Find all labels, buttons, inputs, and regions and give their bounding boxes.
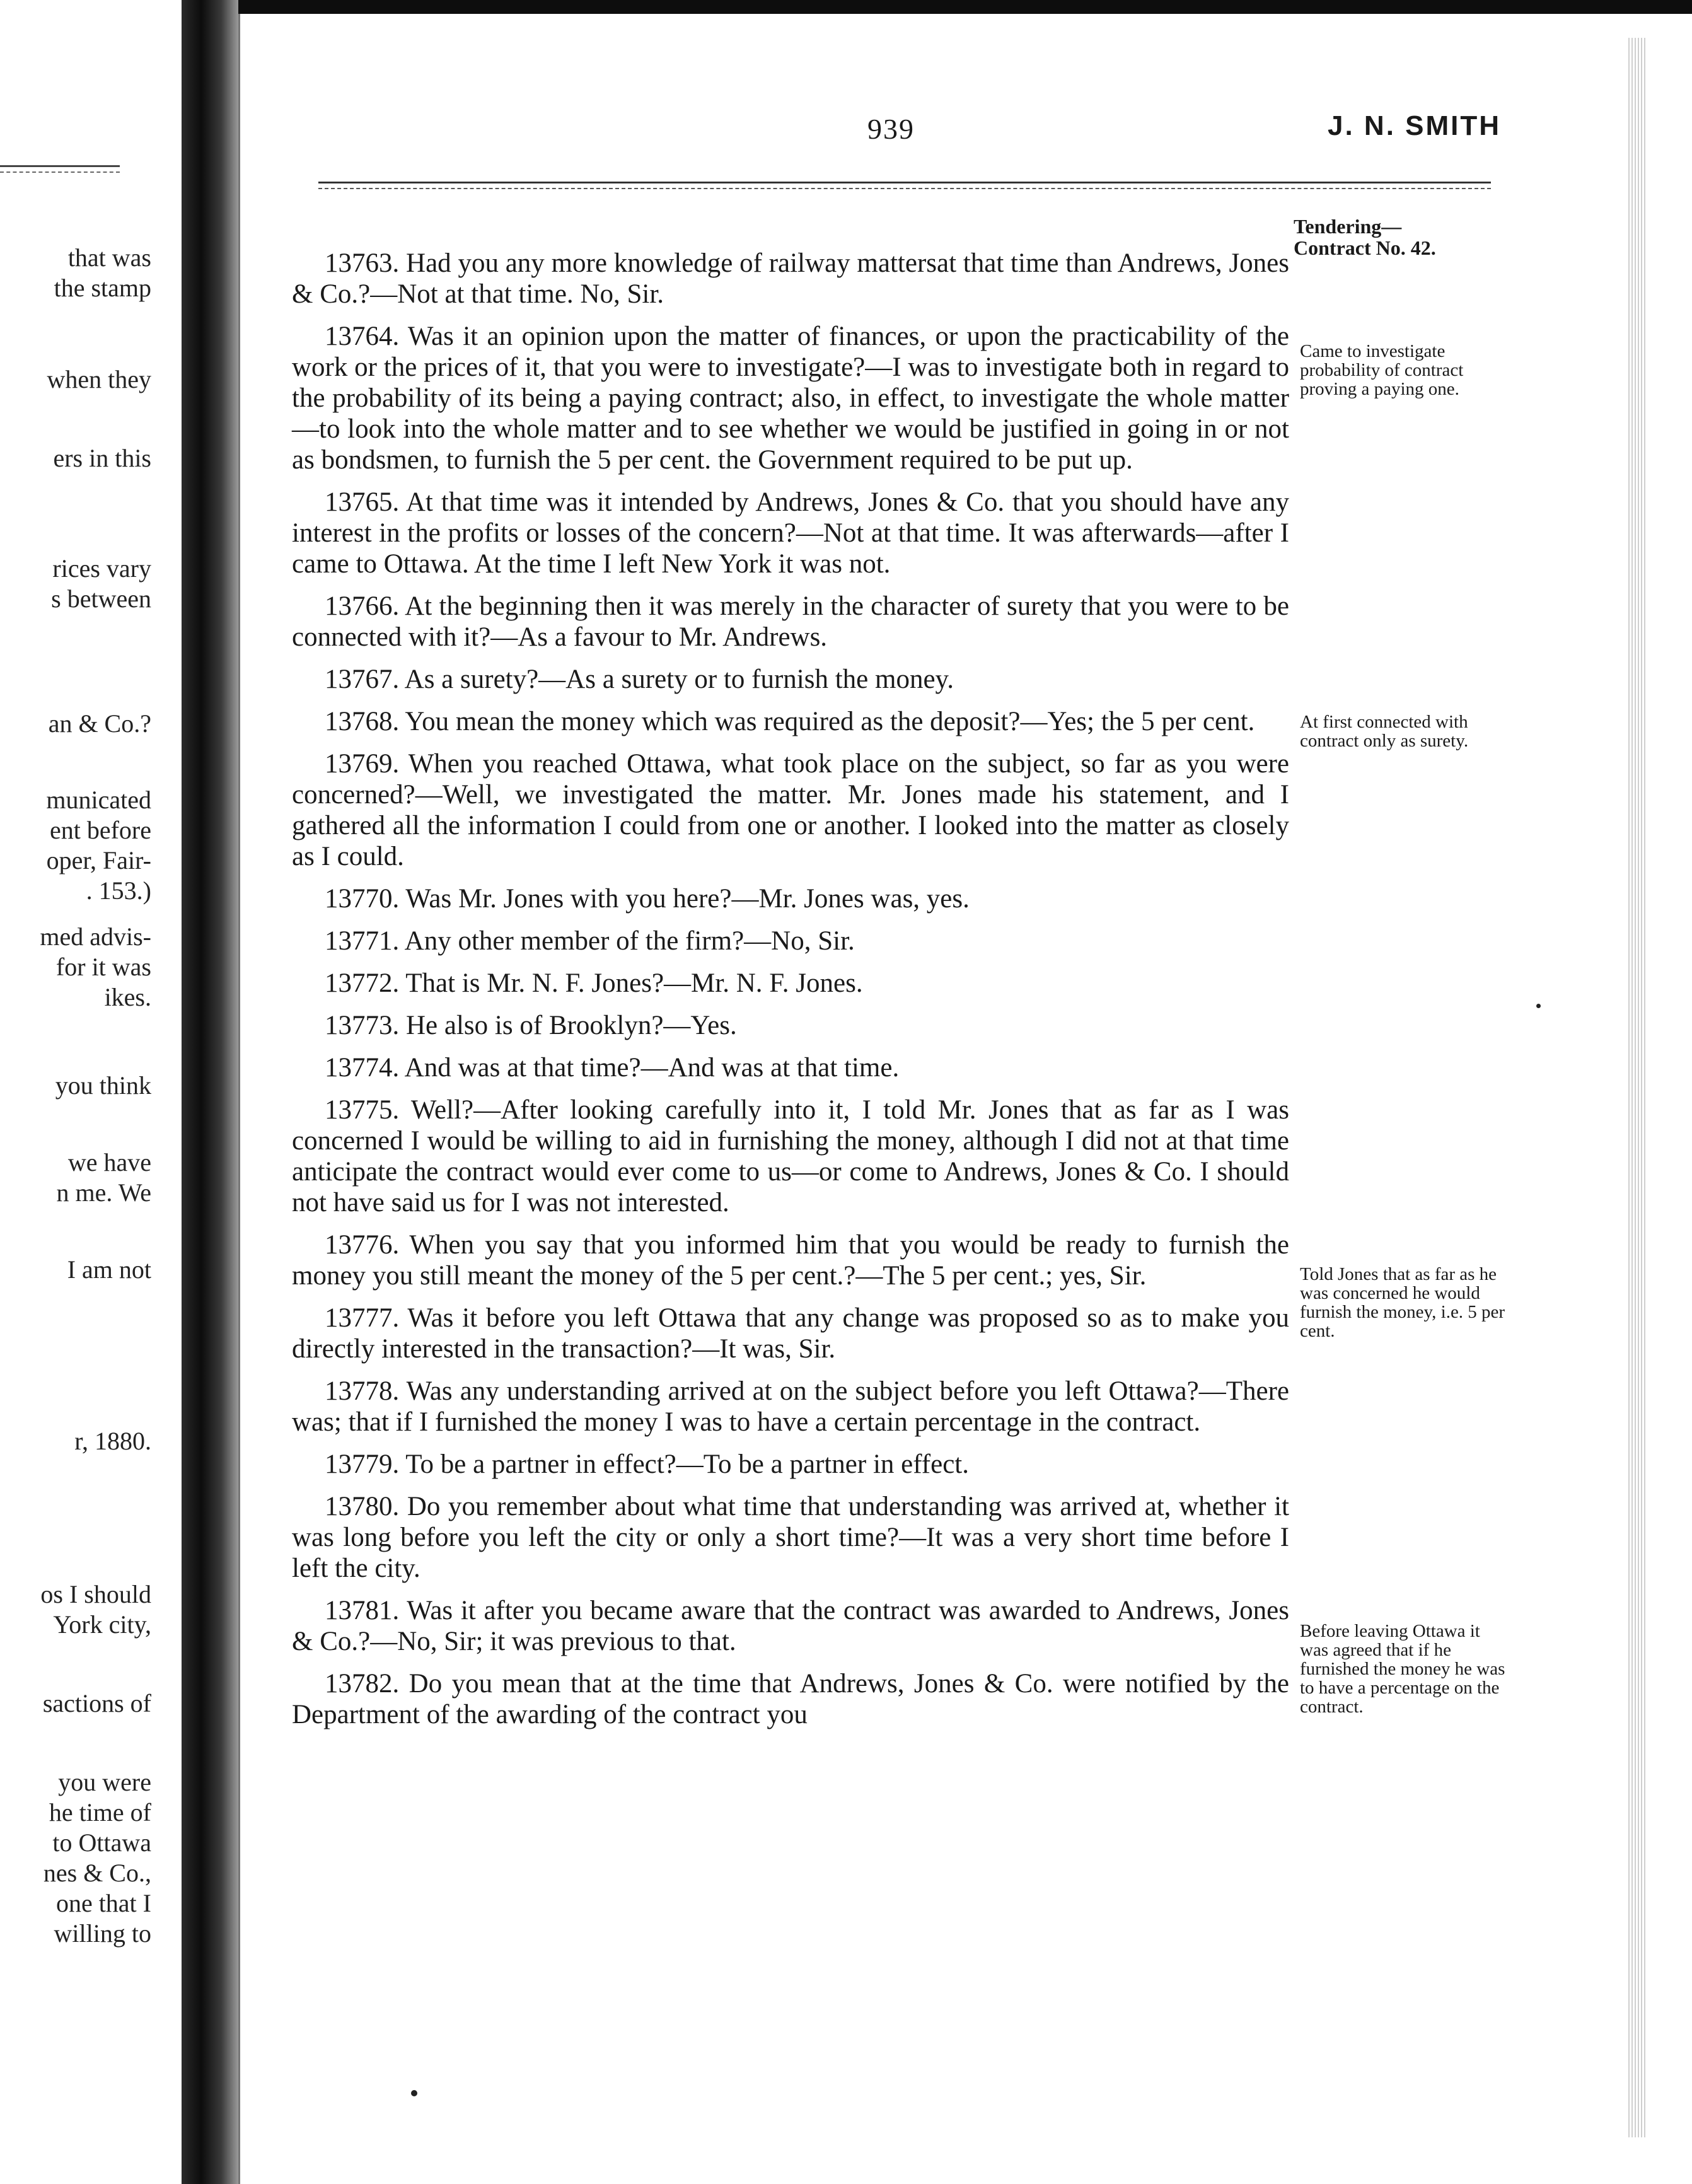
question-text: Was Mr. Jones with you here?—Mr. Jones was, yes. [405, 884, 970, 914]
left-fragment: os I should [40, 1580, 151, 1608]
question-text: You mean the money which was required as the deposit?—Yes; the 5 per cent. [405, 707, 1255, 736]
left-fragment: s between [51, 584, 151, 613]
question-number: 13772. [325, 968, 400, 998]
section-heading [1294, 216, 1521, 258]
question-text: Do you mean that at the time that Andrews, Jones & Co. were notified by the Department of the awarding of the contract you [292, 1669, 1289, 1729]
question-text: As a surety?—As a surety or to furnish the money. [404, 665, 954, 694]
question-text: And was at that time?—And was at that time. [404, 1053, 900, 1083]
question-number: 13765. [325, 487, 400, 517]
header-rule-dashed [318, 188, 1491, 189]
left-fragment: one that I [55, 1889, 151, 1917]
question-number: 13767. [325, 665, 400, 694]
left-fragment: sactions of [42, 1689, 151, 1717]
question-13775 [292, 1095, 1289, 1218]
question-number: 13775. [325, 1095, 400, 1125]
scan-top-edge [238, 0, 1692, 14]
left-header-rule [0, 165, 120, 167]
question-number: 13778. [325, 1376, 400, 1406]
left-fragment: the stamp [54, 274, 151, 302]
section-heading-line: Contract No. 42. [1294, 236, 1436, 259]
question-text: Was it after you became aware that the contract was awarded to Andrews, Jones & Co.?—No, Sir; it was previous to that. [292, 1596, 1289, 1656]
question-text: To be a partner in effect?—To be a partner in effect. [405, 1449, 969, 1479]
question-number: 13768. [325, 707, 400, 736]
question-13773 [292, 1010, 1289, 1041]
question-text: Any other member of the firm?—No, Sir. [404, 926, 855, 956]
running-head: J. N. SMITH [1328, 110, 1502, 141]
left-fragment: ers in this [53, 444, 151, 472]
left-fragment: ikes. [104, 983, 151, 1011]
question-text: Well?—After looking carefully into it, I told Mr. Jones that as far as I was concerned I would be willing to aid in furnishing the money, although I did not at that time anticipate the contract would ever come to us—or come to Andrews, Jones & Co. I should not have said us for I was not interested. [292, 1095, 1289, 1217]
question-number: 13780. [325, 1492, 400, 1521]
question-number: 13779. [325, 1449, 400, 1479]
left-fragment: for it was [55, 953, 151, 981]
question-text: When you reached Ottawa, what took place on the subject, so far as you were concerned?—Well, we investigated the matter. Mr. Jones made his statement, and I gathered all the information I could from one or another. I looked into the matter as closely as I could. [292, 749, 1289, 871]
left-fragment: York city, [53, 1610, 151, 1639]
question-text: Was it an opinion upon the matter of finances, or upon the practicability of the work or the prices of it, that you were to investigate?—I was to investigate both in regard to the probability of its being a paying contract; also, in effect, to investigate the whole matter —to look into the whole matter and to see whether we would be justified in going in or not as bondsmen, to furnish the 5 per cent. the Government required to be put up. [292, 322, 1289, 475]
question-13767 [292, 664, 1289, 695]
question-number: 13774. [325, 1053, 400, 1083]
question-13763 [292, 248, 1289, 310]
margin-note-percentage: Before leaving Ottawa it was agreed that if he furnished the money he was to have a percentage on the contract. [1300, 1621, 1505, 1717]
question-number: 13769. [325, 749, 400, 779]
left-fragment: nes & Co., [43, 1859, 151, 1887]
testimony-column [292, 248, 1289, 1741]
question-number: 13770. [325, 884, 400, 914]
left-fragment: willing to [54, 1919, 151, 1948]
question-13777 [292, 1303, 1289, 1364]
question-13779 [292, 1449, 1289, 1480]
left-fragment: I am not [67, 1255, 151, 1284]
ink-dot [1536, 1004, 1541, 1008]
left-fragment: an & Co.? [48, 709, 151, 738]
left-fragment: he time of [49, 1798, 151, 1827]
question-13765 [292, 487, 1289, 579]
question-13769 [292, 748, 1289, 872]
question-number: 13776. [325, 1230, 400, 1260]
question-text: When you say that you informed him that you would be ready to furnish the money you still meant the money of the 5 per cent.?—The 5 per cent.; yes, Sir. [292, 1230, 1289, 1291]
left-fragment: med advis- [40, 922, 151, 951]
question-text: Was it before you left Ottawa that any change was proposed so as to make you directly interested in the transaction?—It was, Sir. [292, 1303, 1289, 1364]
left-header-rule-dashed [0, 171, 120, 173]
question-number: 13782. [325, 1669, 400, 1699]
question-13771 [292, 926, 1289, 956]
question-13780 [292, 1491, 1289, 1584]
section-heading-line: Tendering— [1294, 215, 1402, 238]
page-number: 939 [867, 113, 915, 145]
question-text: At that time was it intended by Andrews, Jones & Co. that you should have any interest in the profits or losses of the concern?—Not at that time. It was afterwards—after I came to Ottawa. At the time I left New York it was not. [292, 487, 1289, 579]
question-13764 [292, 321, 1289, 475]
left-facing-page [0, 0, 183, 2184]
left-fragment: you were [58, 1768, 151, 1796]
question-13774 [292, 1052, 1289, 1083]
question-text: That is Mr. N. F. Jones?—Mr. N. F. Jones. [405, 968, 863, 998]
margin-note-surety: At first connected with contract only as surety. [1300, 712, 1469, 751]
question-13766 [292, 591, 1289, 653]
left-fragment: . 153.) [86, 876, 151, 905]
question-13778 [292, 1376, 1289, 1438]
question-13772 [292, 968, 1289, 999]
question-number: 13771. [325, 926, 400, 956]
left-fragment: we have [67, 1148, 151, 1176]
question-number: 13773. [325, 1011, 400, 1040]
header-rule [318, 182, 1491, 183]
question-number: 13766. [325, 591, 400, 621]
question-13770 [292, 883, 1289, 914]
question-number: 13763. [325, 248, 400, 278]
page-stack-edges [1626, 38, 1645, 2137]
book-gutter [182, 0, 238, 2184]
left-fragment: municated [46, 786, 151, 814]
question-number: 13764. [325, 322, 400, 351]
left-fragment: rices vary [52, 554, 151, 583]
question-text: Do you remember about what time that understanding was arrived at, whether it was long before you left the city or only a short time?—It was a very short time before I left the city. [292, 1492, 1290, 1583]
left-fragment: r, 1880. [74, 1427, 151, 1455]
question-13768 [292, 706, 1289, 737]
margin-note-investigate: Came to investigate probability of contract proving a paying one. [1300, 341, 1464, 399]
question-13781 [292, 1595, 1289, 1657]
left-fragment: that was [67, 243, 151, 272]
left-fragment: oper, Fair- [46, 846, 151, 874]
left-fragment: to Ottawa [52, 1828, 151, 1857]
left-fragment: ent before [49, 816, 151, 844]
question-text: At the beginning then it was merely in the character of surety that you were to be connected with it?—As a favour to Mr. Andrews. [292, 591, 1289, 652]
question-number: 13781. [325, 1596, 400, 1625]
question-text: He also is of Brooklyn?—Yes. [406, 1011, 737, 1040]
question-number: 13777. [325, 1303, 400, 1333]
question-text: Had you any more knowledge of railway mattersat that time than Andrews, Jones & Co.?—Not at that time. No, Sir. [292, 248, 1290, 309]
left-fragment: when they [47, 365, 151, 393]
left-fragment: n me. We [56, 1178, 151, 1207]
ink-dot [411, 2090, 417, 2096]
margin-note-furnish-money: Told Jones that as far as he was concerned he would furnish the money, i.e. 5 per cent. [1300, 1264, 1505, 1341]
question-13782 [292, 1668, 1289, 1730]
left-fragment: you think [55, 1071, 151, 1100]
question-text: Was any understanding arrived at on the subject before you left Ottawa?—There was; that if I furnished the money I was to have a certain percentage in the contract. [292, 1376, 1289, 1437]
question-13776 [292, 1229, 1289, 1291]
